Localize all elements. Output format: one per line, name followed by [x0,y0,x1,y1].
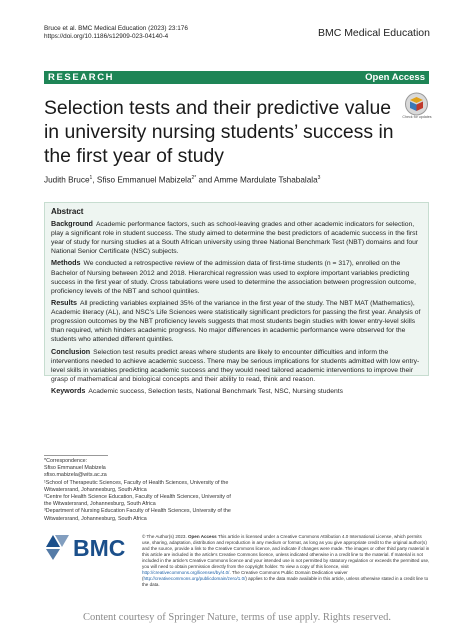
abstract-keywords [51,386,422,396]
license-middle: . The Creative Commons Public Domain Dedication waiver ( [142,570,348,582]
license-tail: ) applies to the data made available in this article, unless otherwise stated in a credit line to the data. [142,576,429,588]
footnote-divider [44,455,108,456]
section-label: Background [51,219,93,228]
section-label: Methods [51,258,81,268]
abstract-box [44,202,429,395]
courtesy-notice: Content courtesy of Springer Nature, terms of use apply. Rights reserved. [82,612,392,623]
affiliation-1: ¹School of Therapeutic Sciences, Faculty of Health Sciences, University of the Witwatersrand, Johannesburg, South Africa [44,479,229,493]
doi-line[interactable]: https://doi.org/10.1186/s12909-023-04140-4 [44,33,169,41]
abstract-conclusion [51,347,422,384]
author-name[interactable]: Amme Mardulate Tshabalala [214,175,318,185]
license-body: This article is licensed under a Creative Commons Attribution 4.0 International License, which permits use, sharing, adaptation, distribution and reproduction in any medium or format, as long as you give appropriate credit to the original author(s) and the source, provide a link to the Creative Commons licence, and indicate if changes were made. The images or other third party material in this article are included in the article’s Creative Commons licence, unless indicated otherwise in a credit line to the material. If material is not included in the article’s Creative Commons licence and your intended use is not permitted by statutory regulation or exceeds the permitted use, you will need to obtain permission directly from the copyright holder. To view a copy of this licence, visit [142,534,430,570]
author-list: Judith Bruce$^1$, Sfiso Emmanuel Mabizela$^{2*}$ and Amme Mardulate Tshabalala$^3$ [44,175,321,185]
section-label: Keywords [51,385,86,395]
section-text: Academic performance factors, such as school-leaving grades and other academic indicators for selection, play a significant role in student success. The study aimed to determine the best predictors of academic success in the first year of study for nursing studies at a South African university using three National Benchmark Test (NBT) domains and four National Senior Certificate (NSC) subjects. [51,221,419,256]
open-access-label: Open Access [365,72,425,83]
footnotes [44,458,234,523]
abstract-background [51,219,422,256]
license-link[interactable]: http://creativecommons.org/licenses/by/4.0/ [142,570,230,576]
author-name[interactable]: Judith Bruce [44,175,90,185]
affiliation-3: ³Department of Nursing Education Faculty of Health Sciences, University of the Witwatersrand, Johannesburg, South Africa [44,508,231,522]
citation-header [44,25,188,42]
section-text: Selection test results predict areas where students are likely to encounter difficulties and inform the interventions needed to achieve academic success. There may be serious implications for students admitted with low entry-level skills in variables predicting academic success and they would need tailored academic interventions to improve their grasp of mathematical and biological concepts and their ability to read, think and reason. [51,348,420,383]
author-affiliation-mark: 3 [317,175,321,181]
license-lead: © The Author(s) 2023. [142,534,187,539]
license-text [142,534,430,588]
affiliation-2: ²Centre for Health Science Education, Faculty of Health Sciences, University of the Witwatersrand, Johannesburg, South Africa [44,494,231,508]
section-label: Results [51,297,77,307]
corresponding-author: Sfiso Emmanuel Mabizela [44,465,106,472]
correspondence-label: *Correspondence: [44,458,88,464]
abstract-methods [51,258,422,295]
section-text: All predicting variables explained 35% of the variance in the first year of the study. The NBT MAT (Mathematics), Academic literacy (AL), and NSC’s Life Sciences were statistically significant predictors for passing the first year. Analysis of progression outcomes by the NBT proficiency levels suggests that most students begin studies with lower entry-level skills than required, which hinders academic progress. No major differences in academic performance were observed for the students who attended different quintiles. [51,299,421,344]
journal-name: BMC Medical Education [317,27,430,39]
author-affiliation-mark: 1 [89,175,93,181]
bmc-logo [44,532,134,562]
section-bar [44,71,429,84]
abstract-heading: Abstract [51,207,84,216]
check-for-updates-label: Check for updates [402,115,432,119]
author-name[interactable]: Sfiso Emmanuel Mabizela [96,175,192,185]
publicdomain-link[interactable]: http://creativecommons.org/publicdomain/zero/1.0/ [143,576,246,582]
bmc-logo-text: BMC [73,535,126,561]
citation-line: Bruce et al. BMC Medical Education (2023) 23:176 [44,25,188,32]
section-label: Conclusion [51,346,91,356]
author-affiliation-mark: 2* [191,175,197,181]
section-text: Academic success, Selection tests, National Benchmark Test, NSC, Nursing students [88,387,343,395]
section-text: We conducted a retrospective review of the admission data of first-time students (n = 317), enrolled on the Bachelor of Nursing between 2012 and 2018. Hierarchical regression was used to explore important variables predicting success in the first year of study. Cross tabulations were used to determine the association between progression outcome, proficiency levels of the NBT and school quintiles. [51,260,416,295]
article-title: Selection tests and their predictive value in university nursing students’ success in the first year of study [44,97,394,167]
section-label: RESEARCH [48,72,115,83]
check-for-updates-icon[interactable] [402,92,432,119]
abstract-results [51,298,422,344]
license-open-access: Open Access [187,534,217,539]
corresponding-email[interactable]: sfiso.mabizela@wits.ac.za [44,472,107,479]
